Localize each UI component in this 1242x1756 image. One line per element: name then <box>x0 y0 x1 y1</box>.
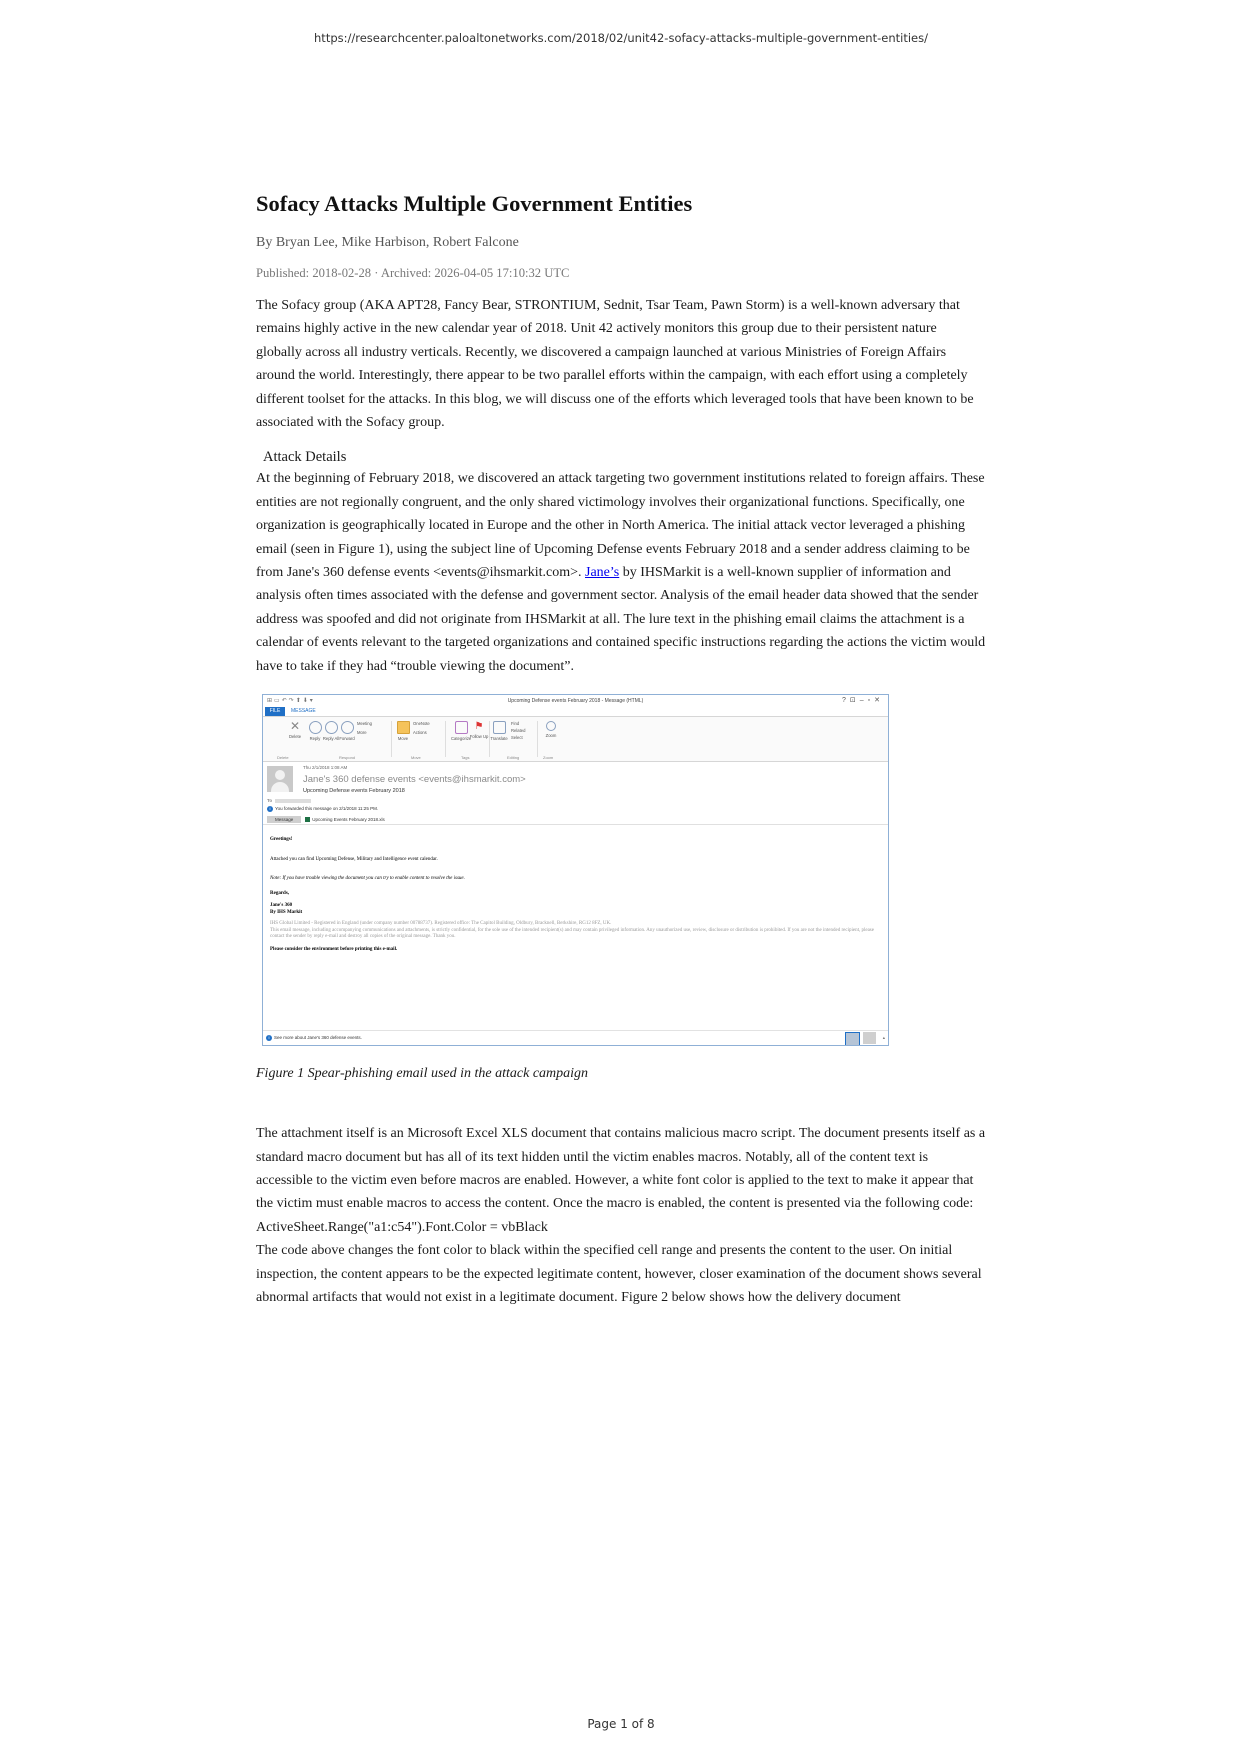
magnifier-icon <box>546 721 556 731</box>
tab-message: MESSAGE <box>291 708 316 715</box>
email-date: Thu 2/1/2018 1:08 AM <box>303 765 348 771</box>
page-number: Page 1 of 8 <box>587 1717 655 1731</box>
email-greeting: Greetings! <box>270 837 293 843</box>
ribbon-forward: Forward <box>337 721 357 741</box>
janes-link[interactable]: Jane’s <box>585 565 620 581</box>
ribbon-reply-all: Reply All <box>321 721 341 741</box>
excel-file-icon <box>305 817 310 822</box>
group-move: Move <box>411 755 421 761</box>
email-environment-note: Please consider the environment before printing this e-mail. <box>270 946 398 952</box>
article <box>256 190 986 1309</box>
quick-access-icons: ⊞▭↶↷⬆⬇▾ <box>267 698 315 705</box>
ribbon-reply: Reply <box>305 721 325 741</box>
attachment-row <box>267 816 385 823</box>
ribbon-onenote: OneNote <box>413 721 430 727</box>
code-line: ActiveSheet.Range("a1:c54").Font.Color = vbBlack <box>256 1219 548 1235</box>
chevron-up-icon: ▴ <box>882 1035 885 1041</box>
categorize-icon <box>455 721 468 734</box>
details-paragraph <box>256 467 986 678</box>
group-delete: Delete <box>277 755 289 761</box>
ribbon-meeting: Meeting <box>357 721 372 727</box>
group-tags: Tags <box>461 755 470 761</box>
email-signature: Jane's 360 By IHS Markit <box>270 903 303 915</box>
ribbon-tabs <box>263 707 888 716</box>
people-avatar-icon <box>863 1032 876 1044</box>
article-title: Sofacy Attacks Multiple Government Entities <box>256 191 693 216</box>
forward-icon <box>341 721 354 734</box>
ribbon-delete: ✕ Delete <box>285 721 305 739</box>
ribbon-find: Find <box>511 721 520 727</box>
folder-icon <box>397 721 410 734</box>
tab-file: FILE <box>265 707 285 716</box>
email-from: Jane's 360 defense events <events@ihsmarkit.com> <box>303 774 526 786</box>
code-explanation-paragraph: The code above changes the font color to black within the specified cell range and presents the content to the user. On initial inspection, the content appears to be the expected legitimate content, however, closer examination of the document shows several abnormal artifacts that would not exist in a legitimate document. Figure 2 below shows how the delivery document <box>256 1243 982 1305</box>
ribbon-more: More <box>357 730 367 736</box>
message-tab: Message <box>267 816 301 823</box>
email-body <box>263 825 888 953</box>
window-titlebar <box>263 695 888 707</box>
status-text: i See more about Jane's 360 defense events. <box>266 1035 362 1041</box>
figure-1-email-screenshot <box>262 694 889 1046</box>
flag-icon: ⚑ <box>474 721 484 733</box>
email-body-line: Attached you can find Upcoming Defense, Military and Intelligence event calendar. <box>270 856 438 862</box>
ribbon-related: Related <box>511 728 526 734</box>
details-text-2: by IHSMarkit is a well-known supplier of information and analysis often times associated with the defense and government sector. Analysis of the email header data showed that the sender address was spoofed and did not originate from IHSMarkit at all. The lure text in the phishing email claims the attachment is a calendar of events relevant to the targeted organizations and contained specific instructions regarding the actions the victim would have to take if they had “trouble viewing the document”. <box>256 565 986 674</box>
group-zoom: Zoom <box>543 755 554 761</box>
ribbon-categorize: Categorize <box>451 721 471 741</box>
ribbon-translate: Translate <box>489 721 509 741</box>
page-url: https://researchcenter.paloaltonetworks.com/2018/02/unit42-sofacy-attacks-multiple-government-entities/ <box>314 31 928 45</box>
attachment-name: Upcoming Events February 2018.xls <box>312 817 385 823</box>
window-controls-icon: ?⊡–▫✕ <box>842 697 884 705</box>
ribbon-follow-up: ⚑ Follow Up <box>469 721 489 740</box>
sender-avatar <box>267 766 293 792</box>
figure-caption: Figure 1 Spear-phishing email used in the attack campaign <box>256 1066 589 1082</box>
ribbon <box>263 716 888 762</box>
forwarded-notice: i You forwarded this message on 2/1/2018 11:25 PM. <box>267 806 378 812</box>
people-avatar-icon <box>845 1032 860 1046</box>
delete-icon: ✕ <box>289 719 301 734</box>
group-editing: Editing <box>507 755 520 761</box>
email-subject: Upcoming Defense events February 2018 <box>303 788 405 795</box>
details-text-1: At the beginning of February 2018, we discovered an attack targeting two government institutions related to foreign affairs. These entities are not regionally congruent, and the only shared victimology involves their organizational functions. Specifically, one organization is geographically located in Europe and the other in North America. The initial attack vector leveraged a phishing email (seen in Figure 1), using the subject line of Upcoming Defense events February 2018 and a sender address claiming to be from Jane's 360 defense events <events@ihsmarkit.com>. <box>256 471 985 581</box>
article-meta: Published: 2018-02-28 · Archived: 2026-04-05 17:10:32 UTC <box>256 266 570 280</box>
attachment-paragraph: The attachment itself is an Microsoft Excel XLS document that contains malicious macro script. The document presents itself as a standard macro document but has all of its text hidden until the victim enables macros. Notably, all of the content text is accessible to the victim even before macros are enabled. However, a white font color is applied to the text to make it appear that the victim must enable macros to access the content. Once the macro is enabled, the content is presented via the following code: <box>256 1126 986 1212</box>
window-title: Upcoming Defense events February 2018 - Message (HTML) <box>507 698 644 705</box>
group-respond: Respond <box>339 755 356 761</box>
reply-icon <box>309 721 322 734</box>
redacted-recipient <box>275 799 311 803</box>
email-note: Note: If you have trouble viewing the document you can try to enable content to resolve the issue. <box>270 876 465 882</box>
section-heading: Attack Details <box>263 449 347 466</box>
info-icon: i <box>267 806 273 812</box>
translate-icon <box>493 721 506 734</box>
email-header <box>263 762 888 825</box>
ribbon-zoom: Zoom <box>541 721 561 738</box>
ribbon-move: Move <box>393 721 413 741</box>
ribbon-actions: Actions <box>413 730 427 736</box>
email-to: To <box>267 798 311 803</box>
email-legal: IHS Global Limited - Registered in England (under company number 00788737). Registered office: The Capitol Building, Oldbury, Bracknell, Berkshire, RG12 8FZ, UK. This email message, including accompanying communications and attachments, is strictly confidential, for the sole use of the intended recipient(s) and may contain privileged information. Any unauthorized use, review, disclosure or distribution is prohibited. If you are not the intended recipient, please contact the sender by reply e-mail and destroy all copies of the original message. Thank you. <box>270 921 874 940</box>
email-statusbar <box>263 1030 888 1045</box>
email-regards: Regards, <box>270 890 290 896</box>
info-icon: i <box>266 1035 272 1041</box>
reply-all-icon <box>325 721 338 734</box>
article-byline: By Bryan Lee, Mike Harbison, Robert Falcone <box>256 235 519 250</box>
ribbon-select: Select <box>511 735 523 741</box>
intro-paragraph: The Sofacy group (AKA APT28, Fancy Bear, STRONTIUM, Sednit, Tsar Team, Pawn Storm) is a well-known adversary that remains highly active in the new calendar year of 2018. Unit 42 actively monitors this group due to their persistent nature globally across all industry verticals. Recently, we discovered a campaign launched at various Ministries of Foreign Affairs around the world. Interestingly, there appear to be two parallel efforts within the campaign, with each effort using a completely different toolset for the attacks. In this blog, we will discuss one of the efforts which leveraged tools that have been known to be associated with the Sofacy group. <box>256 298 974 431</box>
